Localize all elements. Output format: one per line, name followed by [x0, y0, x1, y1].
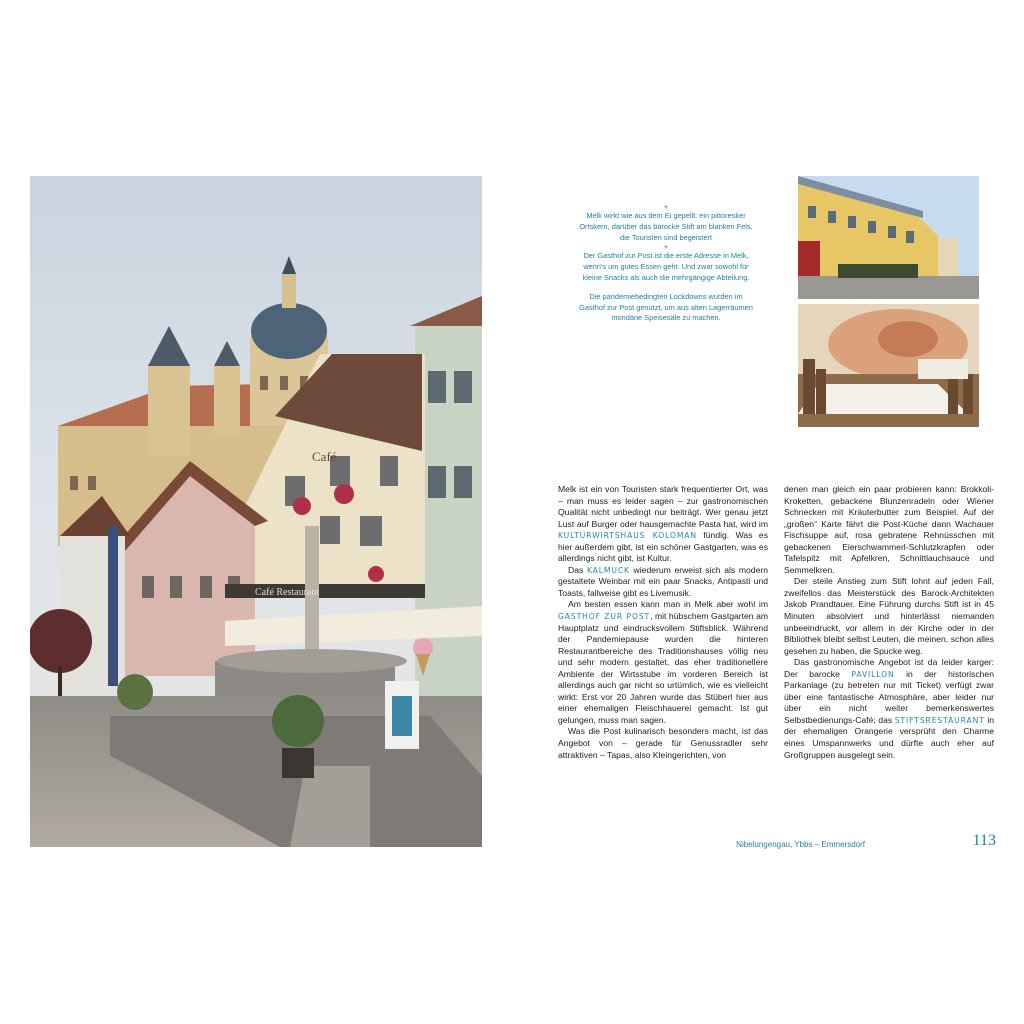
gasthof-exterior-photo	[798, 176, 979, 299]
photo-captions	[576, 203, 756, 332]
venue-name: KULTURWIRTSHAUS KOLOMAN	[558, 531, 697, 541]
caption-1: Melk wirkt wie aus dem Ei gepellt: ein pittoresker Ortskern, darüber das barocke Stift am blanken Fels, die Touristen sind begeistert	[579, 211, 753, 242]
caption-plus-sign: +	[663, 242, 669, 252]
paragraph: Das gastronomische Angebot ist da leider karger: Der barocke PAVILLON in der historischen Parkanlage (zu betreten nur mit Ticket) verfügt zwar über eine fantastische Atmosphäre, aber leider nur über ein nicht weiter bemerkenswertes Selbstbedienungs-Café; das STIFTSRESTAURANT in der ehemaligen Orangerie versprüht den Charme eines Umspannwerks und dürfte auch eher auf Großgruppen ausgelegt sein.	[784, 657, 995, 760]
venue-name: KALMUCK	[586, 565, 630, 575]
caption-3: Die pandemiebedingten Lockdowns wurden im Gasthof zur Post genutzt, um aus alten Lagerräumen mondäne Speisesäle zu machen.	[579, 291, 753, 323]
paragraph: denen man gleich ein paar probieren kann: Brokkoli-Kroketten, gebackene Blunzenradeln oder Wiener Schnecken mit Kräuterbutter zum Beispiel. Auf der „großen“ Karte fährt die Post-Küche dann Wachauer Fischsuppe auf, rosa gebratene Rehnüsschen mit gebackenen Eierschwammerl-Schlutzkrapfen oder Tafelspitz mit Apfelkren, Schnittlauchsauce und Semmelkren.	[784, 484, 994, 575]
running-footer-section: Nibelungengau, Ybbs – Emmersdorf	[736, 840, 865, 849]
paragraph: Der steile Anstieg zum Stift lohnt auf jeden Fall, zweifellos das Meisterstück des Barock-Architekten Jakob Prandtauer. Eine Führung durchs Stift ist in 45 Minuten absolviert und hinterlässt niemanden unbeeindruckt, vor allem in der Kirche oder in der Bibliothek bleibt selbst Leuten, die meinen, schon alles gesehen zu haben, die Spucke weg.	[784, 576, 994, 656]
paragraph: Das KALMUCK wiederum erweist sich als modern gestaltete Weinbar mit ein paar Snacks, Antipasti und Toasts, fallweise gibt es Livemusik.	[558, 564, 769, 598]
page-number: 113	[972, 832, 996, 849]
caption-2: Der Gasthof zur Post ist die erste Adresse in Melk, wenn's um gutes Essen geht. Und zwar sowohl für kleine Snacks als auch die mehrgängige Abteilung.	[582, 251, 750, 282]
venue-name: PAVILLON	[851, 669, 895, 679]
melk-square-photo	[30, 176, 482, 847]
venue-name: GASTHOF ZUR POST	[558, 612, 651, 622]
paragraph: Was die Post kulinarisch besonders macht, ist das Angebot von – gerade für Genussradler sehr attraktiven – Tapas, also Kleingerichten, von	[558, 726, 768, 760]
body-column-right	[784, 484, 994, 761]
paragraph: Am besten essen kann man in Melk aber wohl im GASTHOF ZUR POST, mit hübschem Gastgarten am Hauptplatz und eindrucksvollem Stiftsblick. Während der Pandemiepause wurden die hinteren Restaurantbereiche des Traditionshauses völlig neu und sehr modern gestaltet, das eher traditionellere Ambiente der Wirtsstube im vorderen Bereich ist allerdings auch gar nicht so urtümlich, wie es vielleicht wirkt: Erst vor 20 Jahren wurde das Stüberl hier aus einer ehemaligen Fleischhauerei gemacht. Ist gut gelungen, muss man sagen.	[558, 599, 769, 725]
body-column-left	[558, 484, 768, 761]
venue-name: STIFTSRESTAURANT	[894, 715, 985, 725]
caption-plus-sign: +	[663, 202, 669, 211]
restaurant-sign: Café Restaurant	[255, 587, 320, 598]
cafe-sign: Café	[312, 449, 337, 464]
paragraph: Melk ist ein von Touristen stark frequentierter Ort, was – man muss es leider sagen – zur gastronomischen Qualität nicht unbedingt nur beiträgt. Wer genau jetzt Lust auf Burger oder hausgemachte Pasta hat, wird im KULTURWIRTSHAUS KOLOMAN fündig. Was es hier außerdem gibt, ist ein schöner Gastgarten, was es allerdings nicht gibt, ist Kultur.	[558, 484, 768, 564]
gasthof-diningroom-photo	[798, 304, 979, 427]
